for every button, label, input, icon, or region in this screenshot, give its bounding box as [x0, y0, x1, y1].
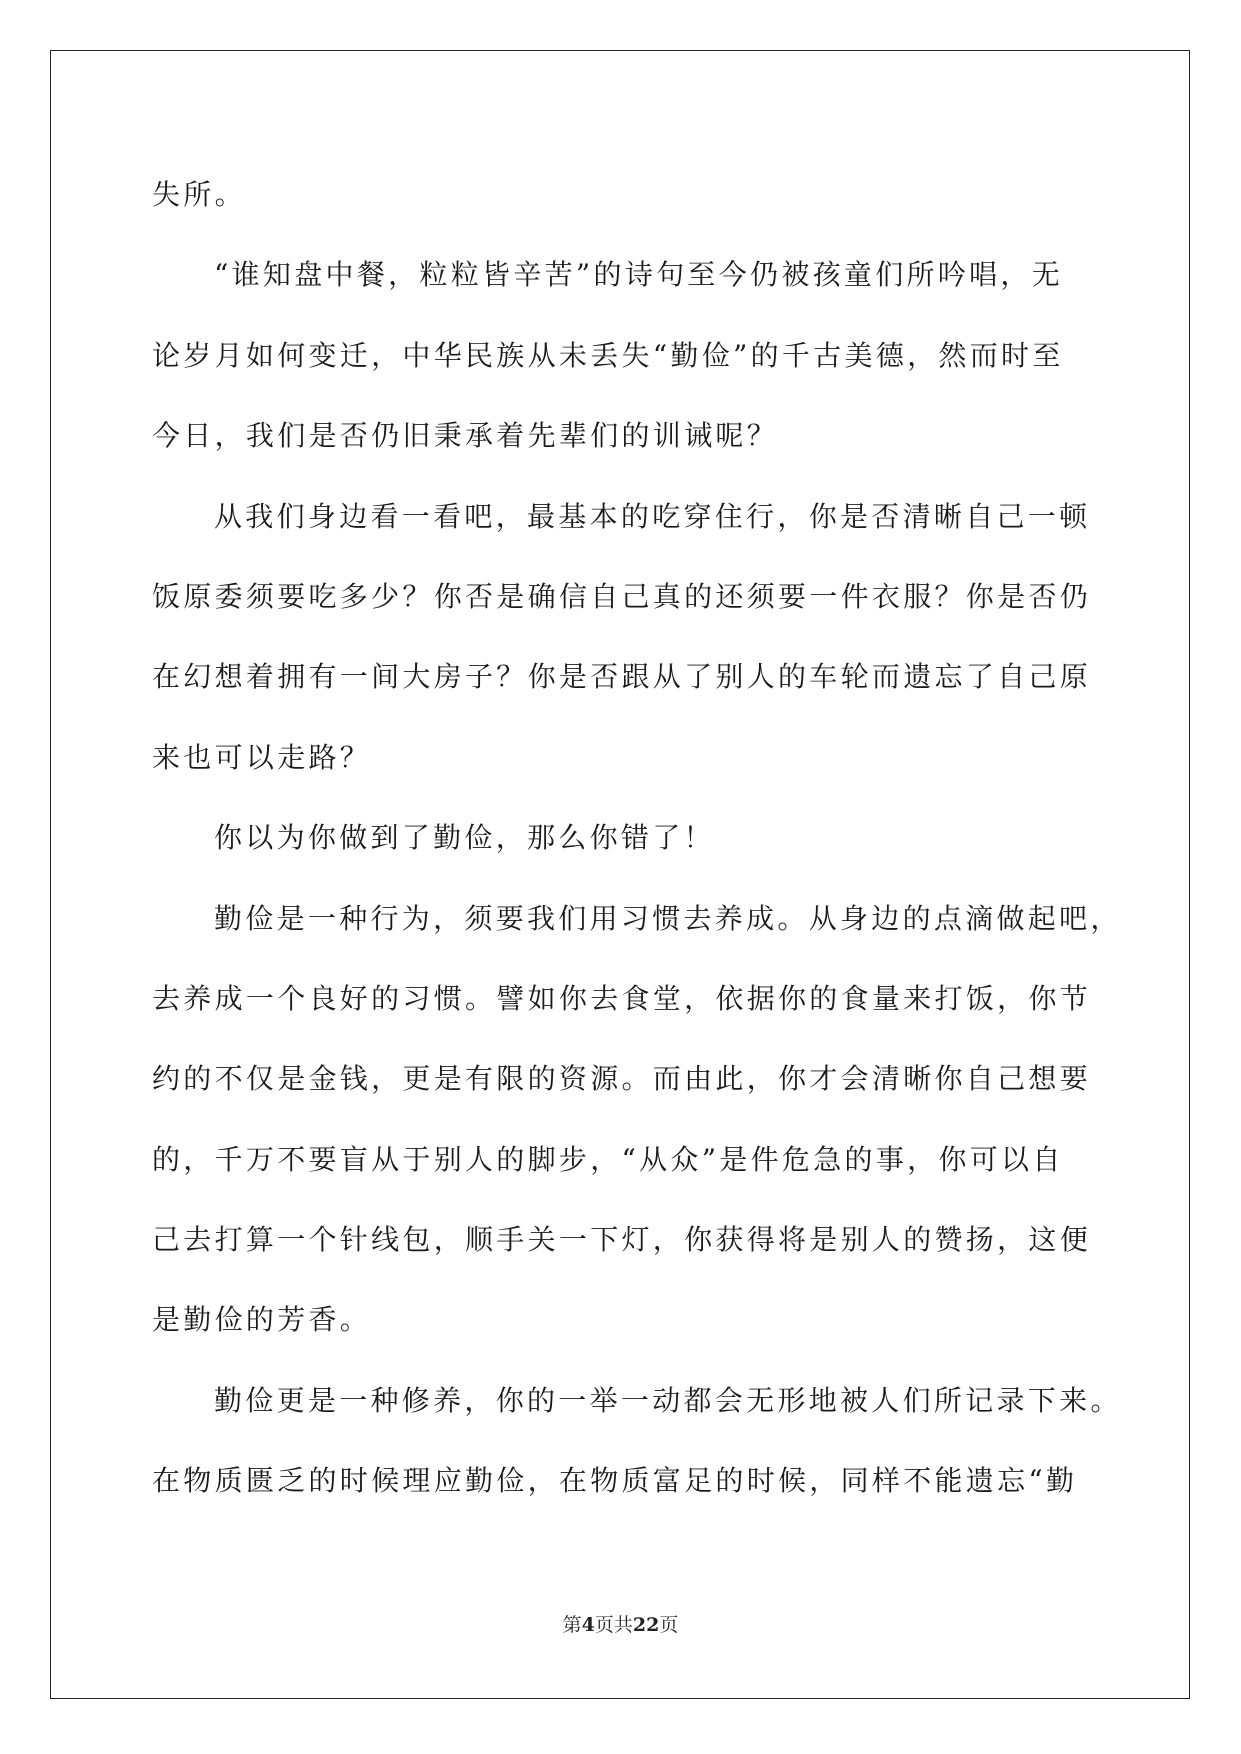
page-prefix: 第 — [562, 1614, 582, 1636]
text-line: 饭原委须要吃多少？你否是确信自己真的还须要一件衣服？你是否仍 — [152, 579, 1092, 613]
total-prefix: 共 — [613, 1614, 633, 1636]
text-line: 你以为你做到了勤俭，那么你错了！ — [214, 821, 715, 855]
text-line: 从我们身边看一看吧，最基本的吃穿住行，你是否清晰自己一顿 — [214, 499, 1091, 533]
text-line: 勤俭更是一种修养，你的一举一动都会无形地被人们所记录下来。 — [214, 1383, 1122, 1417]
text-line: 在幻想着拥有一间大房子？你是否跟从了别人的车轮而遗忘了自己原 — [152, 660, 1092, 694]
page-number: 4 — [581, 1614, 595, 1636]
total-pages: 22 — [632, 1614, 660, 1636]
text-line: 论岁月如何变迁，中华民族从未丢失“勤俭”的千古美德，然而时至 — [152, 338, 1064, 372]
text-line: 约的不仅是金钱，更是有限的资源。而由此，你才会清晰你自己想要 — [152, 1062, 1092, 1096]
text-line: “谁知盘中餐，粒粒皆辛苦”的诗句至今仍被孩童们所吟唱，无 — [214, 258, 1064, 292]
text-line: 失所。 — [152, 178, 246, 211]
page-suffix: 页 — [594, 1614, 614, 1636]
text-line: 是勤俭的芳香。 — [152, 1303, 372, 1337]
text-line: 在物质匮乏的时候理应勤俭，在物质富足的时候，同样不能遗忘“勤 — [152, 1464, 1078, 1498]
text-line: 勤俭是一种行为，须要我们用习惯去养成。从身边的点滴做起吧， — [214, 901, 1122, 935]
body-text — [152, 155, 1122, 1522]
total-suffix: 页 — [659, 1614, 679, 1636]
page-footer — [0, 1610, 1241, 1637]
text-line: 来也可以走路？ — [152, 740, 372, 774]
text-line: 己去打算一个针线包，顺手关一下灯，你获得将是别人的赞扬，这便 — [152, 1223, 1092, 1257]
text-line: 的，千万不要盲从于别人的脚步，“从众”是件危急的事，你可以自 — [152, 1142, 1064, 1176]
text-line: 今日，我们是否仍旧秉承着先辈们的训诫呢？ — [152, 419, 779, 453]
text-line: 去养成一个良好的习惯。譬如你去食堂，依据你的食量来打饭，你节 — [152, 981, 1092, 1015]
